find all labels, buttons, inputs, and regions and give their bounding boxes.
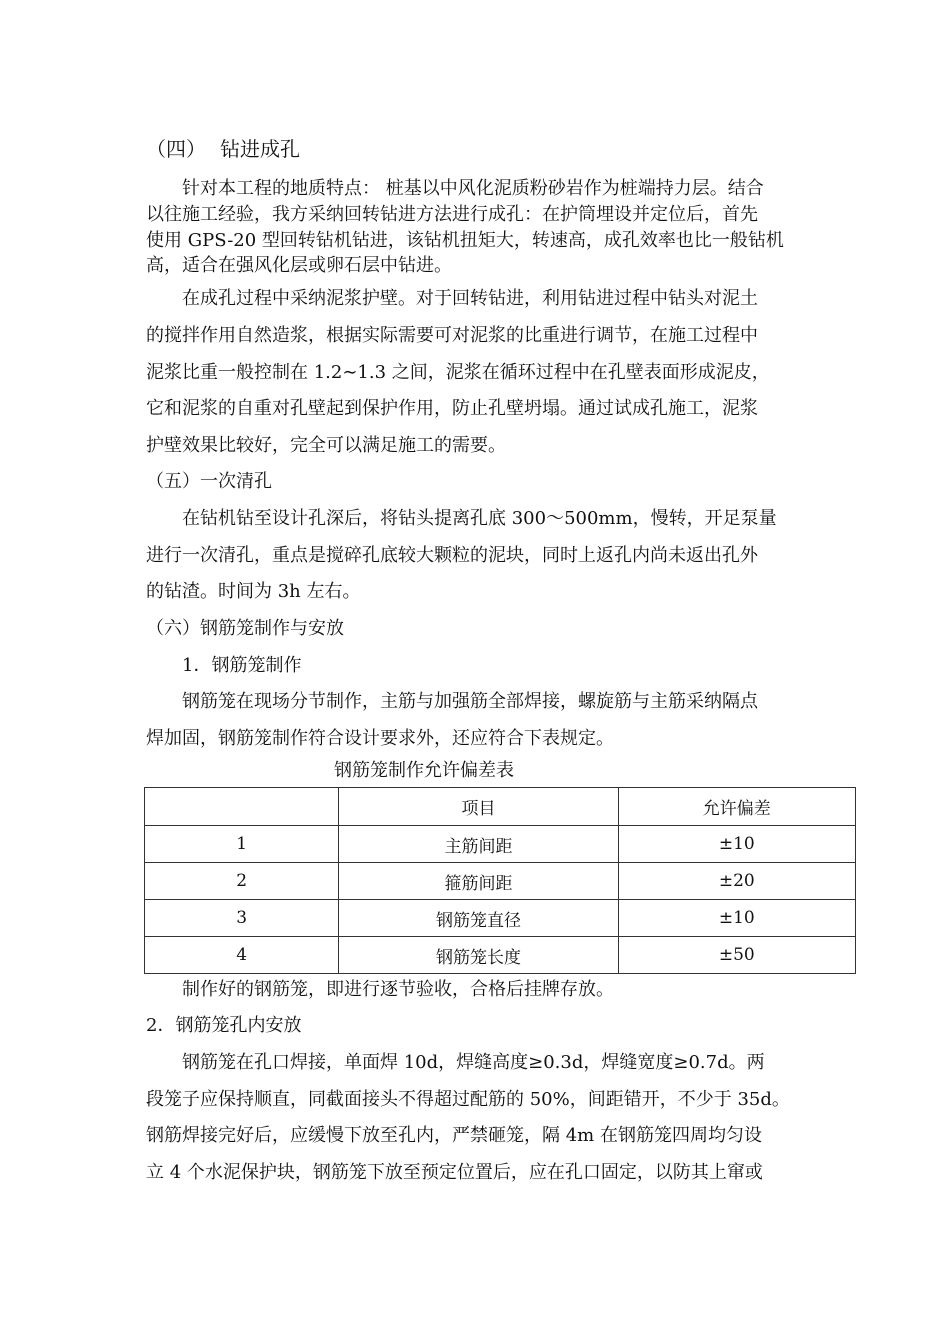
subsection-2-heading: 2．钢筋笼孔内安放: [146, 1015, 302, 1036]
paragraph-line: 钢筋焊接完好后，应缓慢下放至孔内，严禁砸笼，隔 4m 在钢筋笼四周均匀设: [146, 1125, 762, 1146]
table-cell: 1: [145, 826, 339, 863]
paragraph-line: 针对本工程的地质特点： 桩基以中风化泥质粉砂岩作为桩端持力层。结合: [182, 178, 764, 199]
section-4-number: （四）: [146, 137, 206, 161]
table-cell: 2: [145, 863, 339, 900]
paragraph-line: 高，适合在强风化层或卵石层中钻进。: [146, 255, 452, 276]
paragraph-line: 泥浆比重一般控制在 1.2∼1.3 之间，泥浆在循环过程中在孔壁表面形成泥皮，: [146, 362, 770, 383]
table-cell: ±20: [618, 863, 855, 900]
paragraph-line: 以往施工经验，我方采纳回转钻进方法进行成孔：在护筒埋设并定位后，首先: [146, 204, 758, 225]
section-4-heading: [146, 137, 300, 161]
paragraph-line: 段笼子应保持顺直，同截面接头不得超过配筋的 50%，间距错开，不少于 35d。: [146, 1089, 790, 1110]
table-cell: 钢筋笼长度: [339, 937, 618, 974]
table-row: [145, 900, 856, 937]
table-cell: 4: [145, 937, 339, 974]
table-cell: ±10: [618, 826, 855, 863]
table-header-cell: 允许偏差: [618, 788, 855, 826]
table-cell: 钢筋笼直径: [339, 900, 618, 937]
paragraph-line: 在钻机钻至设计孔深后，将钻头提离孔底 300～500mm，慢转，开足泵量: [182, 508, 777, 529]
paragraph-line: 钢筋笼在孔口焊接，单面焊 10d，焊缝高度≥0.3d，焊缝宽度≥0.7d。两: [182, 1052, 765, 1073]
table-cell: 3: [145, 900, 339, 937]
tolerance-table: [144, 787, 856, 974]
paragraph-line: 它和泥浆的自重对孔壁起到保护作用，防止孔壁坍塌。通过试成孔施工，泥浆: [146, 398, 758, 419]
paragraph-line: 在成孔过程中采纳泥浆护壁。对于回转钻进，利用钻进过程中钻头对泥土: [182, 288, 758, 309]
paragraph-line: 立 4 个水泥保护块，钢筋笼下放至预定位置后，应在孔口固定，以防其上窜或: [146, 1162, 763, 1183]
table-cell: ±10: [618, 900, 855, 937]
section-5-heading: （五）一次清孔: [146, 471, 272, 492]
paragraph-line: 制作好的钢筋笼，即进行逐节验收，合格后挂牌存放。: [182, 979, 614, 1000]
table-header-cell: [145, 788, 339, 826]
table-row: [145, 826, 856, 863]
table-row: [145, 937, 856, 974]
paragraph-line: 焊加固，钢筋笼制作符合设计要求外，还应符合下表规定。: [146, 728, 614, 749]
paragraph-line: 使用 GPS-20 型回转钻机钻进，该钻机扭矩大，转速高，成孔效率也比一般钻机: [146, 230, 784, 251]
table-cell: 主筋间距: [339, 826, 618, 863]
table-header-row: [145, 788, 856, 826]
table-title: 钢筋笼制作允许偏差表: [334, 760, 514, 781]
paragraph-line: 钢筋笼在现场分节制作，主筋与加强筋全部焊接，螺旋筋与主筋采纳隔点: [182, 691, 758, 712]
table-row: [145, 863, 856, 900]
paragraph-line: 的钻渣。时间为 3h 左右。: [146, 581, 361, 602]
section-6-heading: （六）钢筋笼制作与安放: [146, 618, 344, 639]
subsection-1-heading: 1．钢筋笼制作: [182, 655, 302, 676]
table-header-cell: 项目: [339, 788, 618, 826]
table-cell: 箍筋间距: [339, 863, 618, 900]
paragraph-line: 的搅拌作用自然造浆，根据实际需要可对泥浆的比重进行调节，在施工过程中: [146, 325, 758, 346]
paragraph-line: 护壁效果比较好，完全可以满足施工的需要。: [146, 435, 506, 456]
section-4-title: 钻进成孔: [220, 137, 300, 161]
table-cell: ±50: [618, 937, 855, 974]
paragraph-line: 进行一次清孔，重点是搅碎孔底较大颗粒的泥块，同时上返孔内尚未返出孔外: [146, 545, 758, 566]
